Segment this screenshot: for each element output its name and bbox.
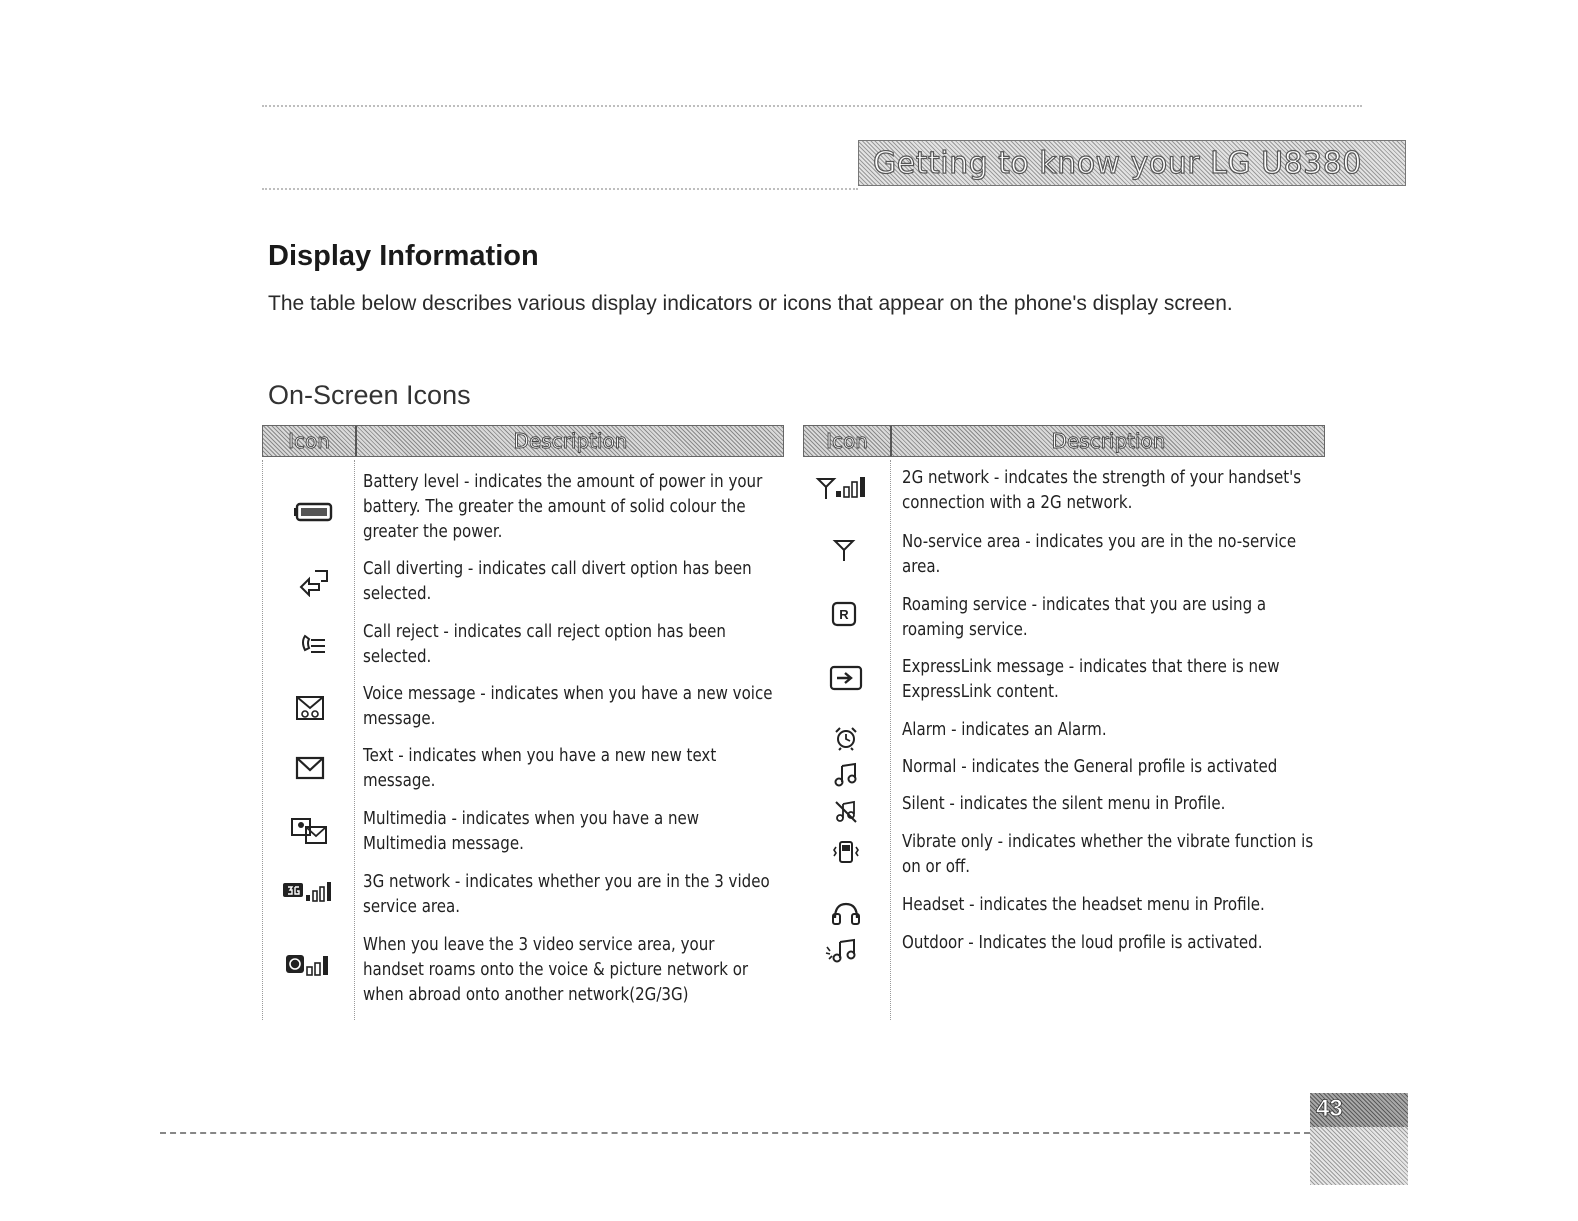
header-dotted-rule <box>262 188 858 190</box>
row-description: Outdoor - Indicates the loud profile is activated. <box>902 933 1263 953</box>
text-message-icon <box>280 748 340 788</box>
row-description: Headset - indicates the headset menu in Profile. <box>902 895 1265 915</box>
section-subtitle: On-Screen Icons <box>268 380 471 410</box>
left-table-header <box>262 425 784 457</box>
page-number-block <box>1310 1093 1408 1185</box>
roaming-network-icon <box>280 946 340 986</box>
row-description: Text - indicates when you have a new new text message. <box>363 746 717 791</box>
row-description: Roaming service - indicates that you are using a roaming service. <box>902 595 1267 640</box>
multimedia-message-icon <box>280 812 340 852</box>
2g-network-icon <box>812 468 872 508</box>
row-description: Normal - indicates the General profile is activated <box>902 757 1278 777</box>
left-description-column-header: Description <box>513 429 628 453</box>
voice-message-icon <box>280 688 340 728</box>
battery-icon <box>284 492 344 532</box>
row-description: Call diverting - indicates call divert option has been selected. <box>363 559 752 604</box>
call-reject-icon <box>284 624 344 664</box>
call-divert-icon <box>284 562 344 602</box>
vibrate-icon <box>816 832 876 872</box>
right-header-separator <box>890 426 892 456</box>
silent-profile-icon <box>816 792 876 832</box>
row-description: Call reject - indicates call reject option has been selected. <box>363 622 726 667</box>
row-description: No-service area - indicates you are in the no-service area. <box>902 532 1297 577</box>
intro-paragraph: The table below describes various display indicators or icons that appear on the phone's display screen. <box>268 292 1233 315</box>
row-description: Alarm - indicates an Alarm. <box>902 720 1107 740</box>
row-description: 3G network - indicates whether you are in the 3 video service area. <box>363 872 770 917</box>
3g-network-icon <box>278 872 338 912</box>
page-title: Display Information <box>268 240 539 272</box>
right-column-rule <box>890 460 891 1020</box>
row-description: Silent - indicates the silent menu in Profile. <box>902 794 1226 814</box>
outdoor-profile-icon <box>814 930 874 970</box>
left-column-rule <box>354 460 355 1020</box>
expresslink-icon <box>816 658 876 698</box>
right-description-column-header: Description <box>1051 429 1166 453</box>
left-icon-column-header: Icon <box>288 429 330 453</box>
no-service-icon <box>814 530 874 570</box>
headset-icon <box>816 893 876 933</box>
right-icon-column-header: Icon <box>826 429 868 453</box>
row-description: When you leave the 3 video service area, your handset roams onto the voice & picture network or when abroad onto another network(2G/3G) <box>363 935 749 1005</box>
footer-dashed-rule <box>160 1132 1310 1134</box>
svg-text:R: R <box>839 607 849 622</box>
page-number: 43 <box>1316 1095 1343 1122</box>
row-description: Voice message - indicates when you have a new voice message. <box>363 684 773 729</box>
top-dotted-rule <box>262 105 1362 107</box>
row-description: Vibrate only - indicates whether the vibrate function is on or off. <box>902 832 1314 877</box>
normal-profile-icon <box>816 755 876 795</box>
row-description: Battery level - indicates the amount of power in your battery. The greater the amount of solid colour the greater the power. <box>363 472 763 542</box>
left-outer-rule <box>262 460 263 1020</box>
right-table-header <box>803 425 1325 457</box>
alarm-icon <box>816 718 876 758</box>
roaming-service-icon <box>814 594 874 634</box>
row-description: 2G network - indcates the strength of your handset's connection with a 2G network. <box>902 468 1302 513</box>
section-header-banner <box>858 140 1406 186</box>
left-header-separator <box>355 426 357 456</box>
row-description: Multimedia - indicates when you have a new Multimedia message. <box>363 809 700 854</box>
row-description: ExpressLink message - indicates that there is new ExpressLink content. <box>902 657 1280 702</box>
section-title: Getting to know your LG U8380 <box>873 145 1362 181</box>
